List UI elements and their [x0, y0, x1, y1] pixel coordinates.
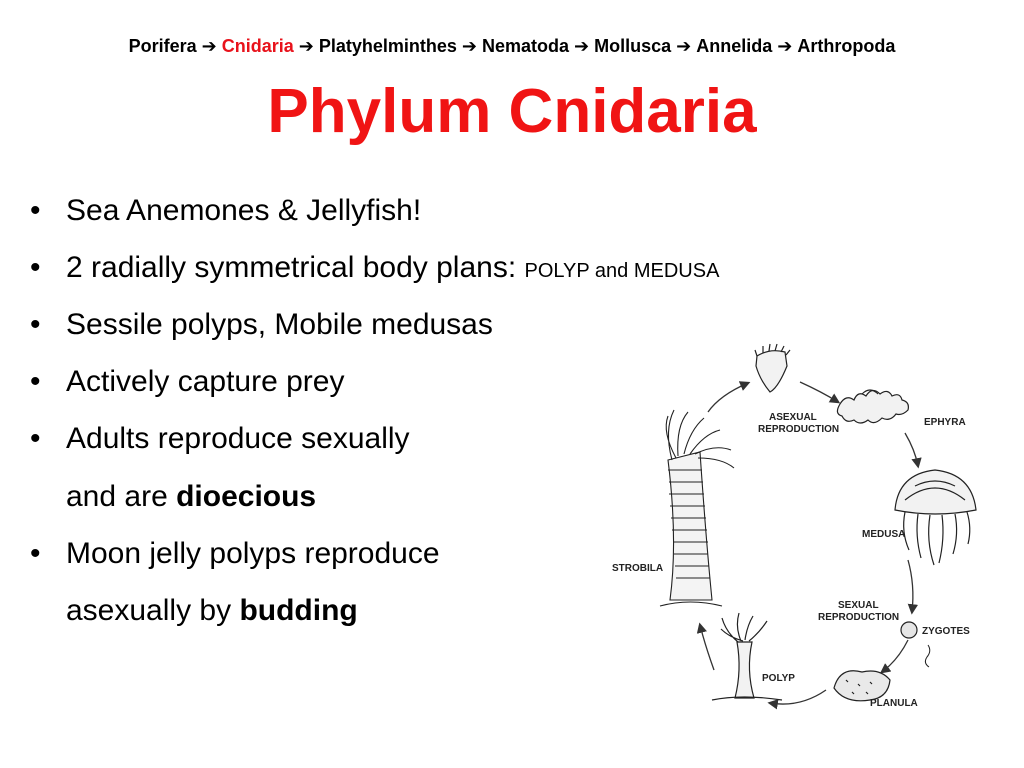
ephyra-label: EPHYRA	[924, 417, 966, 428]
polyp-illustration	[712, 613, 782, 700]
right-arrow-icon: ➔	[574, 36, 590, 56]
nav-item-porifera: Porifera	[128, 36, 197, 56]
bullet-dot: •	[30, 308, 41, 341]
bullet-continuation	[66, 477, 316, 517]
jellyfish-life-cycle-diagram	[610, 340, 1010, 710]
strobila-label: STROBILA	[612, 563, 664, 574]
bullet-text: and are	[66, 480, 177, 513]
asexual-label: ASEXUAL	[769, 412, 817, 423]
nav-item-mollusca: Mollusca	[594, 36, 672, 56]
asexual-label-2: REPRODUCTION	[758, 424, 840, 435]
sexual-label: SEXUAL	[838, 600, 879, 611]
bullet-dot: •	[30, 422, 41, 455]
bullet-text: Sea Anemones & Jellyfish!	[66, 194, 422, 227]
bullet-text: Adults reproduce sexually	[66, 422, 410, 455]
budding-polyp-illustration	[755, 344, 790, 392]
bullet-dot: •	[30, 537, 41, 570]
bullet-item	[30, 534, 440, 574]
bullet-text: 2 radially symmetrical body plans:	[66, 251, 525, 284]
zygotes-label: ZYGOTES	[922, 626, 970, 637]
right-arrow-icon: ➔	[461, 36, 478, 56]
bullet-text: Sessile polyps, Mobile medusas	[66, 308, 493, 341]
bullet-continuation	[66, 591, 358, 631]
sexual-label-2: REPRODUCTION	[818, 612, 900, 623]
right-arrow-icon: ➔	[676, 36, 692, 56]
bullet-text: Moon jelly polyps reproduce	[66, 537, 440, 570]
medusa-illustration	[895, 470, 976, 565]
bullet-dot: •	[30, 194, 41, 227]
medusa-label: MEDUSA	[862, 529, 906, 540]
planula-illustration	[834, 671, 890, 701]
body-plans-text: POLYP and MEDUSA	[524, 260, 720, 282]
right-arrow-icon: ➔	[777, 36, 793, 56]
bullet-dot: •	[30, 365, 41, 398]
ephyra-illustration	[837, 390, 908, 423]
bullet-item	[30, 419, 410, 459]
bold-term: budding	[239, 594, 358, 627]
right-arrow-icon: ➔	[298, 36, 314, 56]
strobila-illustration	[660, 410, 734, 606]
bullet-item	[30, 362, 344, 402]
nav-item-platyhelminthes: Platyhelminthes	[318, 36, 457, 56]
bullet-text: Actively capture prey	[66, 365, 345, 398]
nav-item-nematoda: Nematoda	[482, 36, 570, 56]
bold-term: dioecious	[176, 480, 317, 513]
sperm-illustration	[925, 645, 929, 667]
nav-item-cnidaria: Cnidaria	[221, 36, 294, 56]
zygote-illustration	[901, 622, 917, 638]
bullet-dot: •	[30, 251, 41, 284]
nav-item-annelida: Annelida	[696, 36, 773, 56]
bullet-item	[30, 191, 421, 231]
polyp-label: POLYP	[762, 673, 795, 684]
bullet-item	[30, 305, 493, 345]
planula-label: PLANULA	[870, 698, 918, 709]
bullet-item	[30, 248, 719, 291]
bullet-text: asexually by	[66, 594, 240, 627]
slide-title: Phylum Cnidaria	[267, 77, 757, 146]
phylum-breadcrumb	[0, 36, 1024, 57]
nav-item-arthropoda: Arthropoda	[797, 36, 896, 56]
right-arrow-icon: ➔	[201, 36, 217, 56]
